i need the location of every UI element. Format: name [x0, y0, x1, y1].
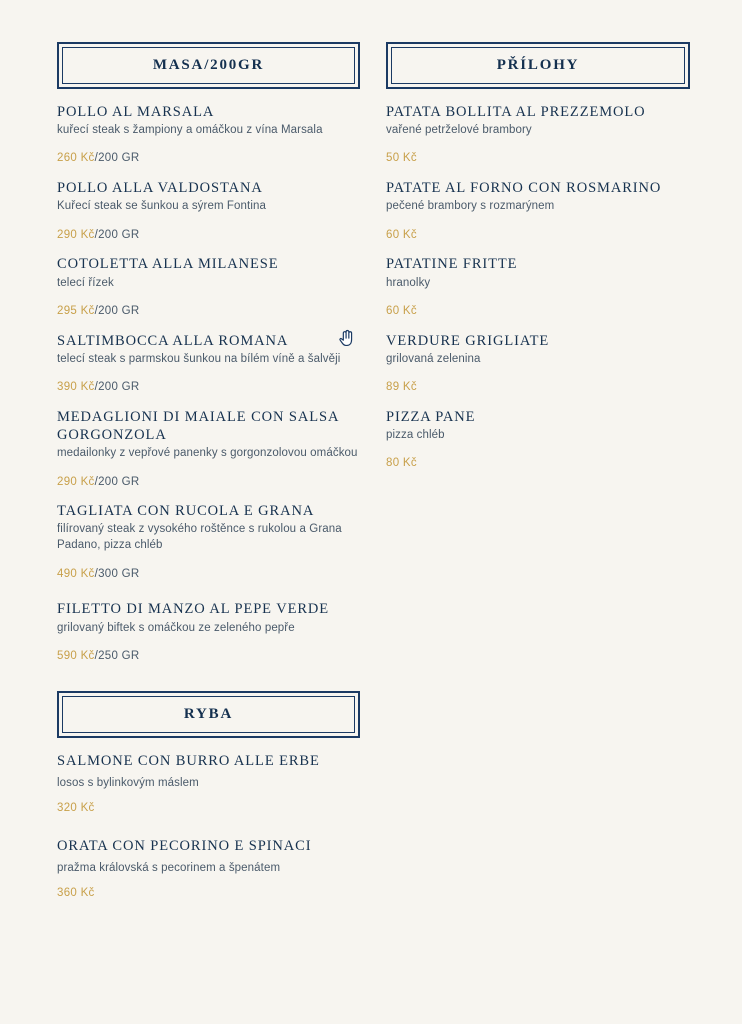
menu-item-name: TAGLIATA CON RUCOLA E GRANA [57, 503, 315, 520]
menu-item [386, 255, 690, 320]
menu-item-price: 80 Kč [386, 457, 417, 470]
menu-item-price: 60 Kč [386, 304, 417, 317]
menu-item-name: SALMONE CON BURRO ALLE ERBE [57, 753, 320, 770]
menu-item [57, 255, 360, 320]
section-title-masa: MASA/200GR [152, 57, 265, 73]
menu-item-name: PATATA BOLLITA AL PREZZEMOLO [386, 104, 646, 120]
menu-item [57, 332, 360, 397]
menu-item-price-row [386, 303, 690, 320]
menu-item-weight: /300 GR [94, 567, 140, 580]
menu-item-name: POLLO ALLA VALDOSTANA [57, 180, 263, 197]
menu-item-description: medailonky z vepřové panenky s gorgonzolovou omáčkou [57, 447, 358, 460]
menu-item [57, 179, 360, 244]
menu-item-name: PATATINE FRITTE [386, 256, 518, 273]
menu-item-description: hranolky [386, 276, 431, 289]
menu-item-price-row [57, 150, 360, 167]
menu-item-name-text: SALTIMBOCCA ALLA ROMANA [57, 332, 289, 349]
menu-item-description: telecí řízek [57, 276, 114, 289]
menu-item-name: MEDAGLIONI DI MAIALE CON SALSA GORGONZOLA [57, 408, 339, 444]
hand-pointer-cursor-icon [336, 328, 358, 350]
section-ryba [57, 691, 360, 902]
menu-item-price-row [57, 885, 360, 902]
menu-item-name [57, 332, 360, 350]
menu-item-description: vařené petrželové brambory [386, 124, 532, 137]
section-header-ryba [57, 691, 360, 738]
menu-item [386, 103, 690, 168]
menu-item-price: 320 Kč [57, 802, 95, 815]
menu-item-name: PIZZA PANE [386, 408, 476, 425]
menu-item-description: grilovaný biftek s omáčkou ze zeleného pepře [57, 621, 295, 634]
menu-item-weight: /200 GR [94, 475, 140, 488]
menu-item-price: 590 Kč [57, 649, 95, 662]
menu-item-description: telecí steak s parmskou šunkou na bílém víně a šalvěji [57, 352, 341, 365]
menu-item-description: pizza chléb [386, 429, 445, 442]
menu-item-weight: /250 GR [94, 649, 140, 662]
menu-item-price: 390 Kč [57, 381, 95, 394]
menu-item-name: PATATE AL FORNO CON ROSMARINO [386, 180, 662, 197]
menu-item [57, 408, 360, 491]
menu-item-price-row [57, 566, 360, 583]
menu-item-description: filírovaný steak z vysokého roštěnce s rukolou a Grana Padano, pizza chléb [57, 523, 342, 552]
menu-item [386, 408, 690, 473]
menu-item-description: Kuřecí steak se šunkou a sýrem Fontina [57, 200, 266, 213]
menu-item-price: 260 Kč [57, 152, 95, 165]
menu-item-price-row [57, 379, 360, 396]
menu-item-name: ORATA CON PECORINO E SPINACI [57, 838, 312, 855]
section-header-inner [391, 47, 685, 84]
menu-item-price-row [57, 303, 360, 320]
menu-item-weight: /200 GR [94, 381, 140, 394]
menu-item-price: 290 Kč [57, 475, 95, 488]
menu-item-price-row [57, 227, 360, 244]
menu-item [57, 600, 360, 665]
menu-item [57, 837, 360, 902]
menu-item-weight: /200 GR [94, 304, 140, 317]
section-title-ryba: RYBA [183, 706, 234, 723]
menu-item [386, 179, 690, 244]
menu-item-weight: /200 GR [94, 228, 140, 241]
menu-item-name: FILETTO DI MANZO AL PEPE VERDE [57, 601, 330, 618]
menu-item-price-row [386, 227, 690, 244]
section-prilohy [386, 42, 690, 473]
menu-item-price: 490 Kč [57, 567, 95, 580]
menu-item-description: losos s bylinkovým máslem [57, 777, 199, 790]
menu-item-price-row [57, 474, 360, 491]
menu-item [57, 103, 360, 168]
menu-item-description: grilovaná zelenina [386, 352, 481, 365]
menu-item-description: pražma královská s pecorinem a špenátem [57, 862, 281, 875]
section-header-inner [62, 47, 355, 84]
section-header-masa [57, 42, 360, 89]
menu-item-price: 60 Kč [386, 228, 417, 241]
menu-item-weight: /200 GR [94, 152, 140, 165]
menu-item-price-row [386, 379, 690, 396]
section-masa [57, 42, 360, 665]
right-column [386, 42, 690, 923]
menu-item-price: 295 Kč [57, 304, 95, 317]
menu-item-price-row [386, 150, 690, 167]
menu-item-price: 89 Kč [386, 381, 417, 394]
section-title-prilohy: PŘÍLOHY [496, 57, 580, 73]
menu-item-price: 360 Kč [57, 887, 95, 900]
menu-item-description: kuřecí steak s žampiony a omáčkou z vína Marsala [57, 124, 323, 137]
menu-item-name: POLLO AL MARSALA [57, 104, 215, 120]
menu-item-name: COTOLETTA ALLA MILANESE [57, 256, 279, 273]
menu-item-name: VERDURE GRIGLIATE [386, 332, 550, 349]
menu-item-price-row [57, 648, 360, 665]
menu-item [57, 752, 360, 817]
section-header-prilohy [386, 42, 690, 89]
menu-item-description: pečené brambory s rozmarýnem [386, 200, 555, 213]
menu-item-price-row [386, 455, 690, 472]
left-column [57, 42, 360, 923]
menu-item-price: 290 Kč [57, 228, 95, 241]
menu-item [386, 332, 690, 397]
menu-item-price-row [57, 800, 360, 817]
menu-item-price: 50 Kč [386, 152, 417, 165]
section-header-inner [62, 696, 355, 733]
menu-item [57, 502, 360, 583]
